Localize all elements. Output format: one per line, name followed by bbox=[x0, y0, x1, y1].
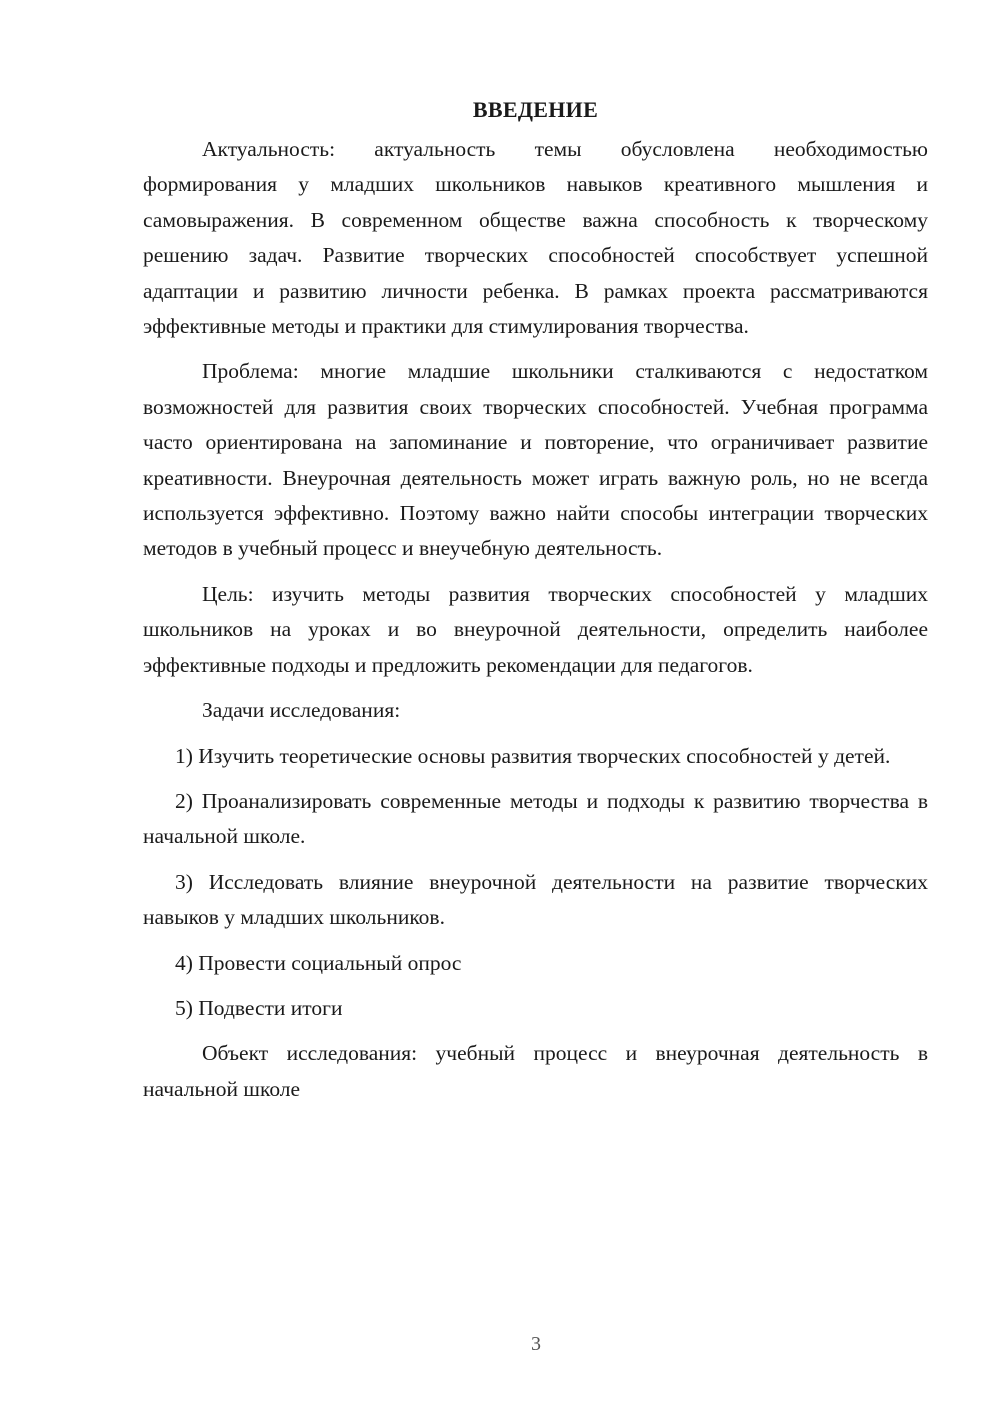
paragraph-relevance: Актуальность: актуальность темы обусловлена необходимостью формирования у младших школьников навыков креативного мышления и самовыражения. В современном обществе важна способность к творческому решению задач. Развитие творческих способностей способствует успешной адаптации и развитию личности ребенка. В рамках проекта рассматриваются эффективные методы и практики для стимулирования творчества. bbox=[143, 137, 928, 339]
tasks-heading: Задачи исследования: bbox=[202, 698, 401, 723]
task-item-4: 4) Провести социальный опрос bbox=[175, 950, 462, 975]
document-page bbox=[143, 92, 928, 1117]
task-item-3: 3) Исследовать влияние внеурочной деятельности на развитие творческих навыков у младших школьников. bbox=[143, 869, 928, 930]
task-item-1: 1) Изучить теоретические основы развития творческих способностей у детей. bbox=[175, 743, 891, 768]
paragraph-goal: Цель: изучить методы развития творческих способностей у младших школьников на уроках и во внеурочной деятельности, определить наиболее эффективные подходы и предложить рекомендации для педагогов. bbox=[143, 581, 928, 677]
paragraph-problem: Проблема: многие младшие школьники сталкиваются с недостатком возможностей для развития своих творческих способностей. Учебная программа часто ориентирована на запоминание и повторение, что ограничивает развитие креативности. Внеурочная деятельность может играть важную роль, но не всегда используется эффективно. Поэтому важно найти способы интеграции творческих методов в учебный процесс и внеучебную деятельность. bbox=[143, 359, 928, 561]
task-item-5: 5) Подвести итоги bbox=[175, 995, 343, 1020]
page-number: 3 bbox=[531, 1333, 541, 1355]
section-title: ВВЕДЕНИЕ bbox=[472, 97, 599, 122]
paragraph-object: Объект исследования: учебный процесс и внеурочная деятельность в начальной школе bbox=[143, 1041, 928, 1101]
task-item-2: 2) Проанализировать современные методы и подходы к развитию творчества в начальной школе. bbox=[143, 788, 928, 849]
